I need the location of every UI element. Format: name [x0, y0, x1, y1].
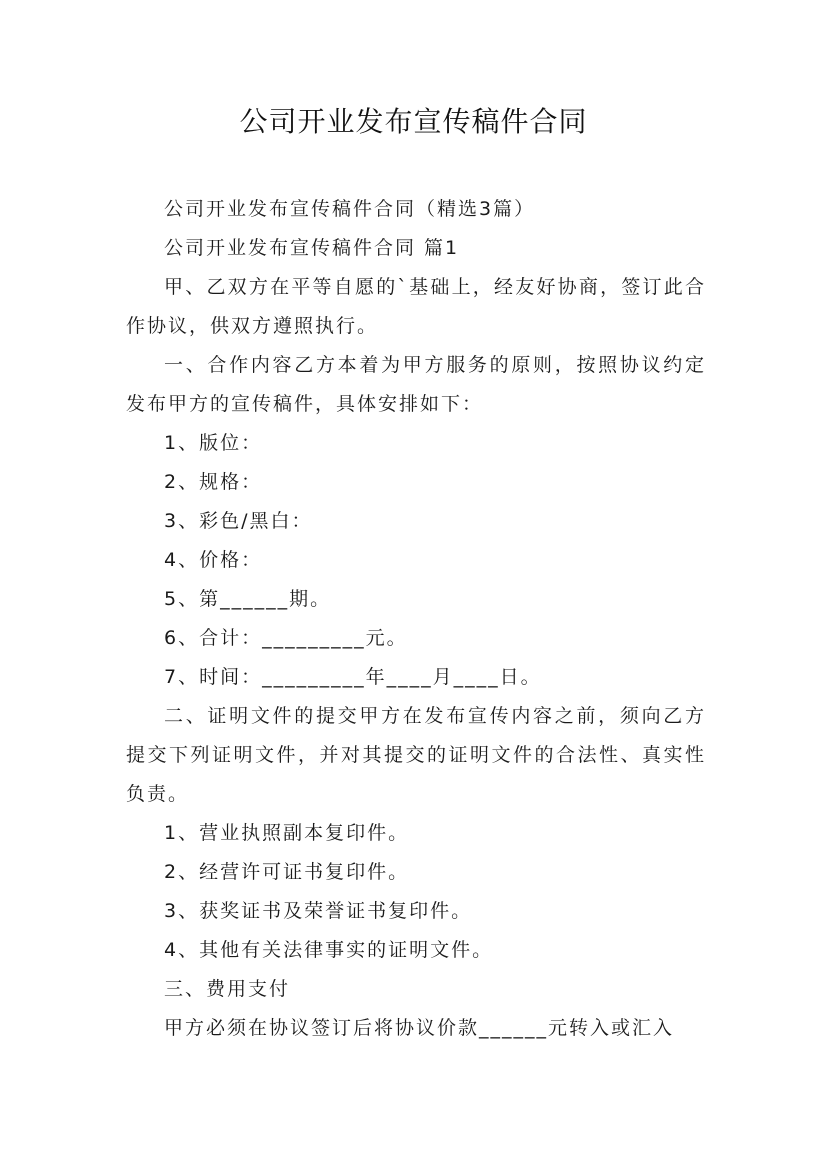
list-item-total: 6、合计：_________元。	[164, 627, 408, 649]
list-item-price: 4、价格：	[164, 549, 263, 571]
list-item-license: 1、营业执照副本复印件。	[164, 822, 410, 844]
document-body	[126, 190, 706, 1048]
list-item-color: 3、彩色/黑白：	[164, 510, 313, 532]
paragraph-clause-2: 二、证明文件的提交甲方在发布宣传内容之前，须向乙方提交下列证明文件，并对其提交的证明文件的合法性、真实性负责。	[126, 705, 706, 805]
list-item-issue: 5、第______期。	[164, 588, 332, 610]
list-item-position: 1、版位：	[164, 432, 263, 454]
list-item-awards: 3、获奖证书及荣誉证书复印件。	[164, 900, 473, 922]
list-item-legal: 4、其他有关法律事实的证明文件。	[164, 939, 494, 961]
paragraph-preamble: 甲、乙双方在平等自愿的`基础上，经友好协商，签订此合作协议，供双方遵照执行。	[126, 276, 706, 337]
paragraph-clause-3-heading: 三、费用支付	[164, 978, 291, 1000]
paragraph-clause-1: 一、合作内容乙方本着为甲方服务的原则，按照协议约定发布甲方的宣传稿件，具体安排如下：	[126, 354, 706, 415]
paragraph-payment: 甲方必须在协议签订后将协议价款______元转入或汇入	[164, 1017, 675, 1039]
list-item-permit: 2、经营许可证书复印件。	[164, 861, 410, 883]
paragraph-section-heading: 公司开业发布宣传稿件合同 篇1	[164, 237, 460, 259]
list-item-date: 7、时间：_________年____月____日。	[164, 666, 542, 688]
paragraph-subtitle: 公司开业发布宣传稿件合同（精选3篇）	[164, 198, 536, 220]
document-title: 公司开业发布宣传稿件合同	[239, 105, 588, 138]
list-item-spec: 2、规格：	[164, 471, 263, 493]
